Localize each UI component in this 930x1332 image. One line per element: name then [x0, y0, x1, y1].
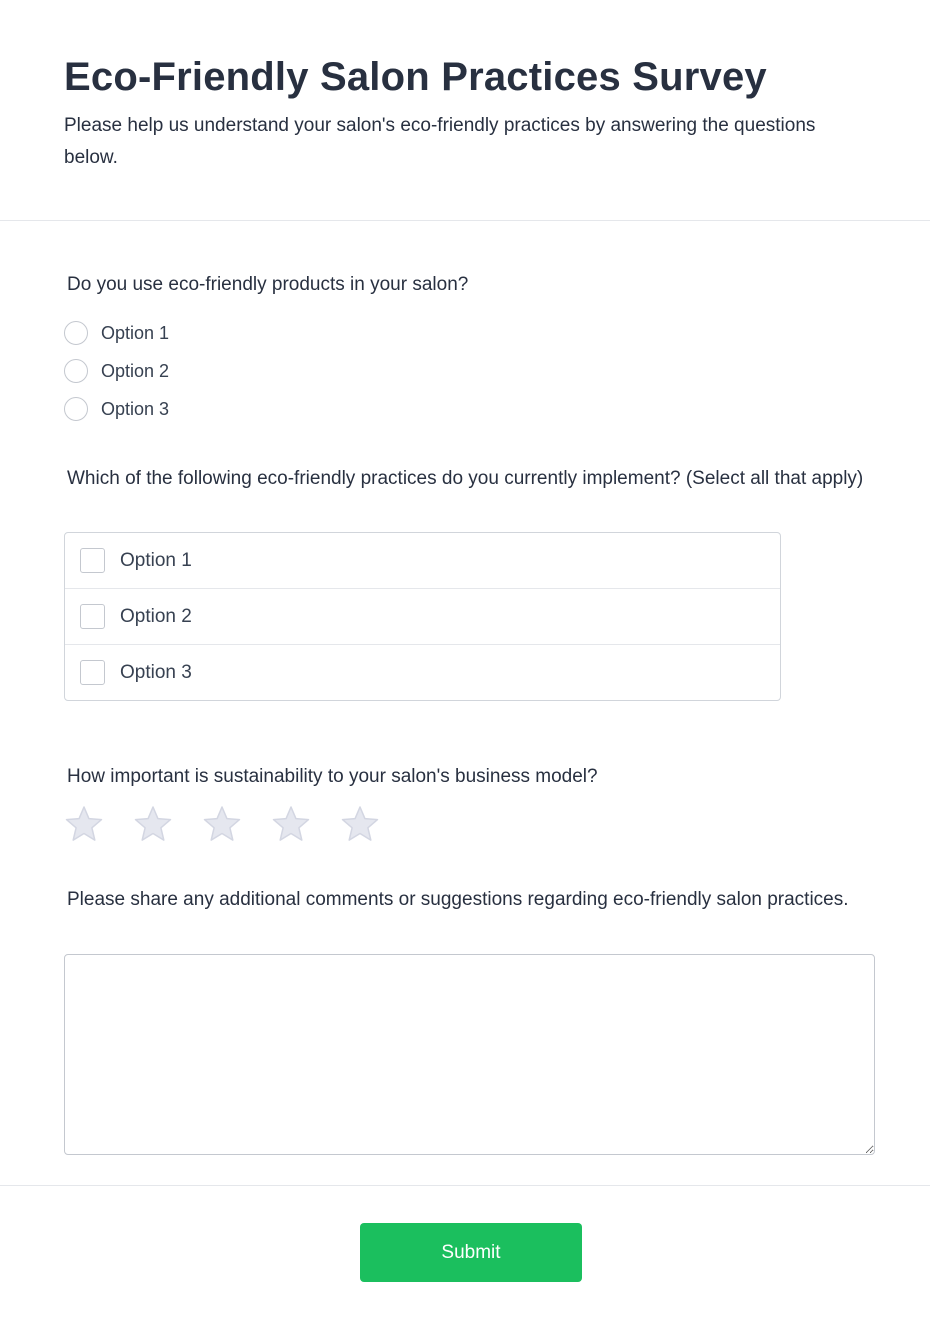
checkbox[interactable]: [80, 660, 105, 685]
checkbox-option[interactable]: [65, 589, 780, 645]
radio-button[interactable]: [64, 321, 88, 345]
radio-option-label: Option 2: [101, 360, 170, 381]
radio-option[interactable]: [64, 390, 169, 428]
checkbox-option-label: Option 3: [120, 661, 192, 683]
page-subtitle: Please help us understand your salon's eco-friendly practices by answering the questions below.: [64, 115, 816, 168]
checkbox[interactable]: [80, 548, 105, 573]
radio-option[interactable]: [64, 352, 169, 390]
page-title: Eco-Friendly Salon Practices Survey: [64, 55, 767, 99]
checkbox-option[interactable]: [65, 533, 780, 589]
question-additional-comments: Please share any additional comments or suggestions regarding eco-friendly salon practices.: [67, 889, 849, 910]
survey-header: [0, 0, 930, 221]
radio-option-label: Option 3: [101, 398, 170, 419]
radio-group-eco-products: [64, 314, 169, 428]
star-icon[interactable]: [202, 804, 242, 844]
checkbox-group-eco-practices: [64, 532, 781, 701]
question-eco-practices: Which of the following eco-friendly practices do you currently implement? (Select all that apply): [67, 468, 864, 489]
star-icon[interactable]: [133, 804, 173, 844]
submit-button[interactable]: Submit: [360, 1223, 582, 1282]
star-rating: [64, 804, 409, 844]
comments-textarea[interactable]: [64, 954, 875, 1155]
radio-button[interactable]: [64, 359, 88, 383]
radio-option-label: Option 1: [101, 322, 170, 343]
survey-footer: [0, 1186, 930, 1332]
checkbox-option-label: Option 1: [120, 549, 192, 571]
question-eco-products: Do you use eco-friendly products in your salon?: [67, 274, 469, 295]
checkbox-option-label: Option 2: [120, 605, 192, 627]
star-icon[interactable]: [64, 804, 104, 844]
radio-option[interactable]: [64, 314, 169, 352]
survey-form: [0, 221, 930, 1186]
star-icon[interactable]: [271, 804, 311, 844]
radio-button[interactable]: [64, 397, 88, 421]
question-sustainability-importance: How important is sustainability to your salon's business model?: [67, 766, 598, 787]
checkbox-option[interactable]: [65, 645, 780, 700]
checkbox[interactable]: [80, 604, 105, 629]
star-icon[interactable]: [340, 804, 380, 844]
